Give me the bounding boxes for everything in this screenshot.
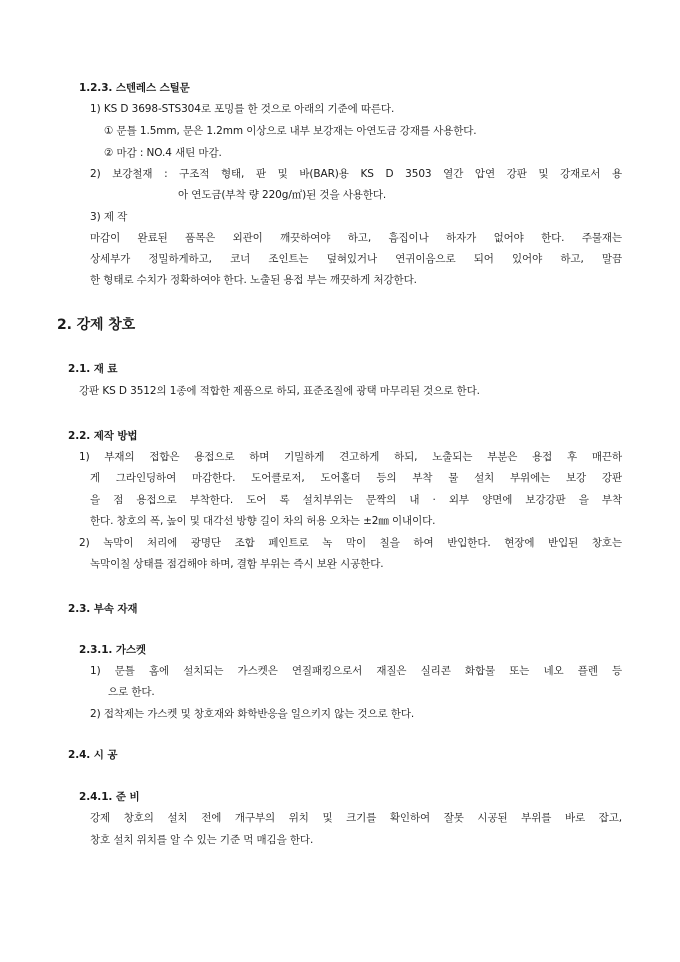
list-item: 1) 문틀 홈에 설치되는 가스켓은 연질패킹으로서 재질은 실리콘 화합물 또는 네오 플렌 등 xyxy=(90,665,622,677)
paragraph-line: 마감이 완료된 품목은 외관이 깨끗하여야 하고, 흠집이나 하자가 없어야 한다. 주물재는 xyxy=(90,232,622,244)
list-item-continuation: 녹막이칠 상태를 점검해야 하며, 결함 부위는 즉시 보완 시공한다. xyxy=(90,558,384,570)
paragraph-line: 창호 설치 위치를 알 수 있는 기준 먹 매김을 한다. xyxy=(90,834,314,846)
list-item: 2) 접착제는 가스켓 및 창호재와 화학반응을 일으키지 않는 것으로 한다. xyxy=(90,708,415,720)
heading-2-3: 2.3. 부속 자재 xyxy=(68,603,138,615)
heading-2-4-1: 2.4.1. 준 비 xyxy=(79,791,140,803)
heading-2-4: 2.4. 시 공 xyxy=(68,749,118,761)
list-item: 1) KS D 3698-STS304로 포밍를 한 것으로 아래의 기준에 따른다. xyxy=(90,103,395,115)
list-item: 2) 보강철재 : 구조적 형태, 판 및 바(BAR)용 KS D 3503 열간 압연 강판 및 강재로서 용 xyxy=(90,168,622,180)
heading-2-3-1: 2.3.1. 가스켓 xyxy=(79,644,146,656)
heading-2-1: 2.1. 재 료 xyxy=(68,363,118,375)
list-item-continuation: 으로 한다. xyxy=(108,686,155,698)
list-item-continuation: 게 그라인딩하여 마감한다. 도어클로저, 도어홀더 등의 부착 물 설치 부위에는 보강 강판 xyxy=(90,472,622,484)
heading-1-2-3: 1.2.3. 스텐레스 스틸문 xyxy=(79,82,190,94)
list-item: 1) 부재의 접합은 용접으로 하며 기밀하게 견고하게 하되, 노출되는 부분은 용접 후 매끈하 xyxy=(79,451,622,463)
list-item: ① 문틀 1.5mm, 문은 1.2mm 이상으로 내부 보강재는 아연도금 강재를 사용한다. xyxy=(104,125,477,137)
heading-2: 2. 강제 창호 xyxy=(57,317,136,333)
list-item-continuation: 을 점 용접으로 부착한다. 도어 록 설치부위는 문짝의 내 · 외부 양면에 보강강판 을 부착 xyxy=(90,494,622,506)
list-item: 3) 제 작 xyxy=(90,211,128,223)
list-item-continuation: 한다. 창호의 폭, 높이 및 대각선 방향 길이 차의 허용 오차는 ±2㎜ 이내이다. xyxy=(90,515,436,527)
paragraph-line: 상세부가 정밀하게하고, 코너 조인트는 덮혀있거나 연귀이음으로 되어 있어야 하고, 말끔 xyxy=(90,253,622,265)
list-item: ② 마감 : NO.4 새틴 마감. xyxy=(104,147,222,159)
list-item: 2) 녹막이 처리에 광명단 조합 페인트로 녹 막이 칠을 하여 반입한다. 현장에 반입된 창호는 xyxy=(79,537,622,549)
paragraph-line: 강제 창호의 설치 전에 개구부의 위치 및 크기를 확인하여 잘못 시공된 부위를 바로 잡고, xyxy=(90,812,622,824)
paragraph-line: 강판 KS D 3512의 1종에 적합한 제품으로 하되, 표준조질에 광택 마무리된 것으로 한다. xyxy=(79,385,480,397)
list-item-continuation: 아 연도금(부착 량 220g/㎡)된 것을 사용한다. xyxy=(178,189,387,201)
heading-2-2: 2.2. 제작 방법 xyxy=(68,430,138,442)
paragraph-line: 한 형태로 수치가 정확하여야 한다. 노출된 용접 부는 깨끗하게 처강한다. xyxy=(90,274,417,286)
